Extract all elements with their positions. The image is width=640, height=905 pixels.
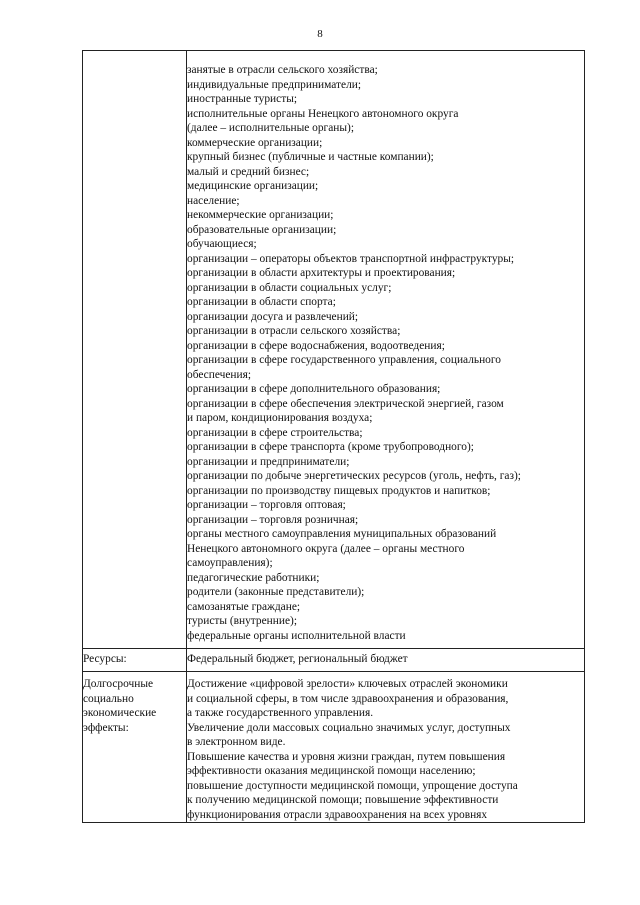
text-line: организации – торговля розничная; — [187, 513, 359, 526]
text-line: некоммерческие организации; — [187, 209, 334, 221]
text-line: организации в сфере водоснабжения, водоотведения; — [187, 339, 445, 352]
table-row-long-term-effects — [83, 672, 585, 823]
text-line: органы местного самоуправления муниципальных образований — [187, 528, 497, 540]
text-line: Ресурсы: — [83, 653, 127, 665]
text-line: индивидуальные предприниматели; — [187, 78, 362, 91]
text-line: иностранные туристы; — [187, 93, 298, 105]
text-line: (далее – исполнительные органы); — [187, 122, 354, 134]
text-line: медицинские организации; — [187, 180, 319, 192]
table-row-resources — [83, 649, 585, 672]
text-line: организации по производству пищевых продуктов и напитков; — [187, 484, 491, 497]
text-line: Повышение качества и уровня жизни граждан, путем повышения — [187, 750, 506, 763]
text-line: федеральные органы исполнительной власти — [187, 629, 406, 642]
text-line: родители (законные представители); — [187, 586, 365, 598]
text-line: занятые в отрасли сельского хозяйства; — [187, 64, 378, 76]
text-line: Федеральный бюджет, региональный бюджет — [187, 653, 408, 665]
text-line: крупный бизнес (публичные и частные компании); — [187, 151, 434, 163]
text-line: социально — [83, 692, 134, 705]
text-line: обеспечения; — [187, 368, 251, 381]
text-line: организации в сфере транспорта (кроме трубопроводного); — [187, 441, 474, 453]
text-line: эффекты: — [83, 721, 129, 734]
text-line: малый и средний бизнес; — [187, 165, 310, 178]
text-line: повышение доступности медицинской помощи, упрощение доступа — [187, 779, 518, 792]
text-line: и социальной сферы, в том числе здравоохранения и образования, — [187, 692, 509, 705]
row-label-cell — [83, 51, 187, 649]
text-line: самоуправления); — [187, 557, 273, 569]
row-label-cell — [83, 672, 187, 823]
text-line: население; — [187, 194, 240, 207]
text-line: в электронном виде. — [187, 736, 286, 748]
text-line: организации досуга и развлечений; — [187, 310, 359, 323]
text-line: организации в области спорта; — [187, 296, 336, 308]
text-line: организации – торговля оптовая; — [187, 499, 346, 511]
text-line: коммерческие организации; — [187, 136, 323, 149]
text-line: к получению медицинской помощи; повышение эффективности — [187, 794, 499, 806]
text-line: экономические — [83, 707, 157, 719]
row-content-cell — [187, 51, 585, 649]
row-content-cell — [187, 672, 585, 823]
text-line: функционирования отрасли здравоохранения на всех уровнях — [187, 808, 488, 821]
text-line: организации в сфере обеспечения электрической энергией, газом — [187, 397, 504, 410]
text-line: Ненецкого автономного округа (далее – органы местного — [187, 542, 465, 555]
text-line: Увеличение доли массовых социально значимых услуг, доступных — [187, 721, 511, 734]
text-line: обучающиеся; — [187, 238, 257, 250]
text-line: а также государственного управления. — [187, 707, 374, 719]
row-content-cell — [187, 649, 585, 672]
text-line: самозанятые граждане; — [187, 600, 301, 613]
table-row-participants — [83, 51, 585, 649]
text-line: образовательные организации; — [187, 223, 337, 236]
text-line: организации в области социальных услуг; — [187, 281, 392, 294]
text-line: Достижение «цифровой зрелости» ключевых отраслей экономики — [187, 678, 508, 690]
text-line: эффективности оказания медицинской помощи населению; — [187, 765, 476, 777]
text-line: туристы (внутренние); — [187, 615, 297, 627]
text-line: организации в области архитектуры и проектирования; — [187, 267, 456, 279]
document-table — [82, 50, 585, 823]
text-line: организации – операторы объектов транспортной инфраструктуры; — [187, 252, 515, 265]
text-line: педагогические работники; — [187, 571, 320, 584]
text-line: Долгосрочные — [83, 678, 154, 690]
text-line: организации и предприниматели; — [187, 455, 350, 468]
text-line: организации в сфере государственного управления, социального — [187, 354, 501, 366]
text-line: исполнительные органы Ненецкого автономного округа — [187, 107, 459, 120]
text-line: и паром, кондиционирования воздуха; — [187, 412, 373, 424]
row-label-cell — [83, 649, 187, 672]
text-line: организации в сфере дополнительного образования; — [187, 383, 441, 395]
text-line: организации в отрасли сельского хозяйства; — [187, 325, 401, 337]
text-line: организации по добыче энергетических ресурсов (уголь, нефть, газ); — [187, 470, 521, 482]
page-number: 8 — [317, 28, 323, 40]
text-line: организации в сфере строительства; — [187, 426, 363, 439]
